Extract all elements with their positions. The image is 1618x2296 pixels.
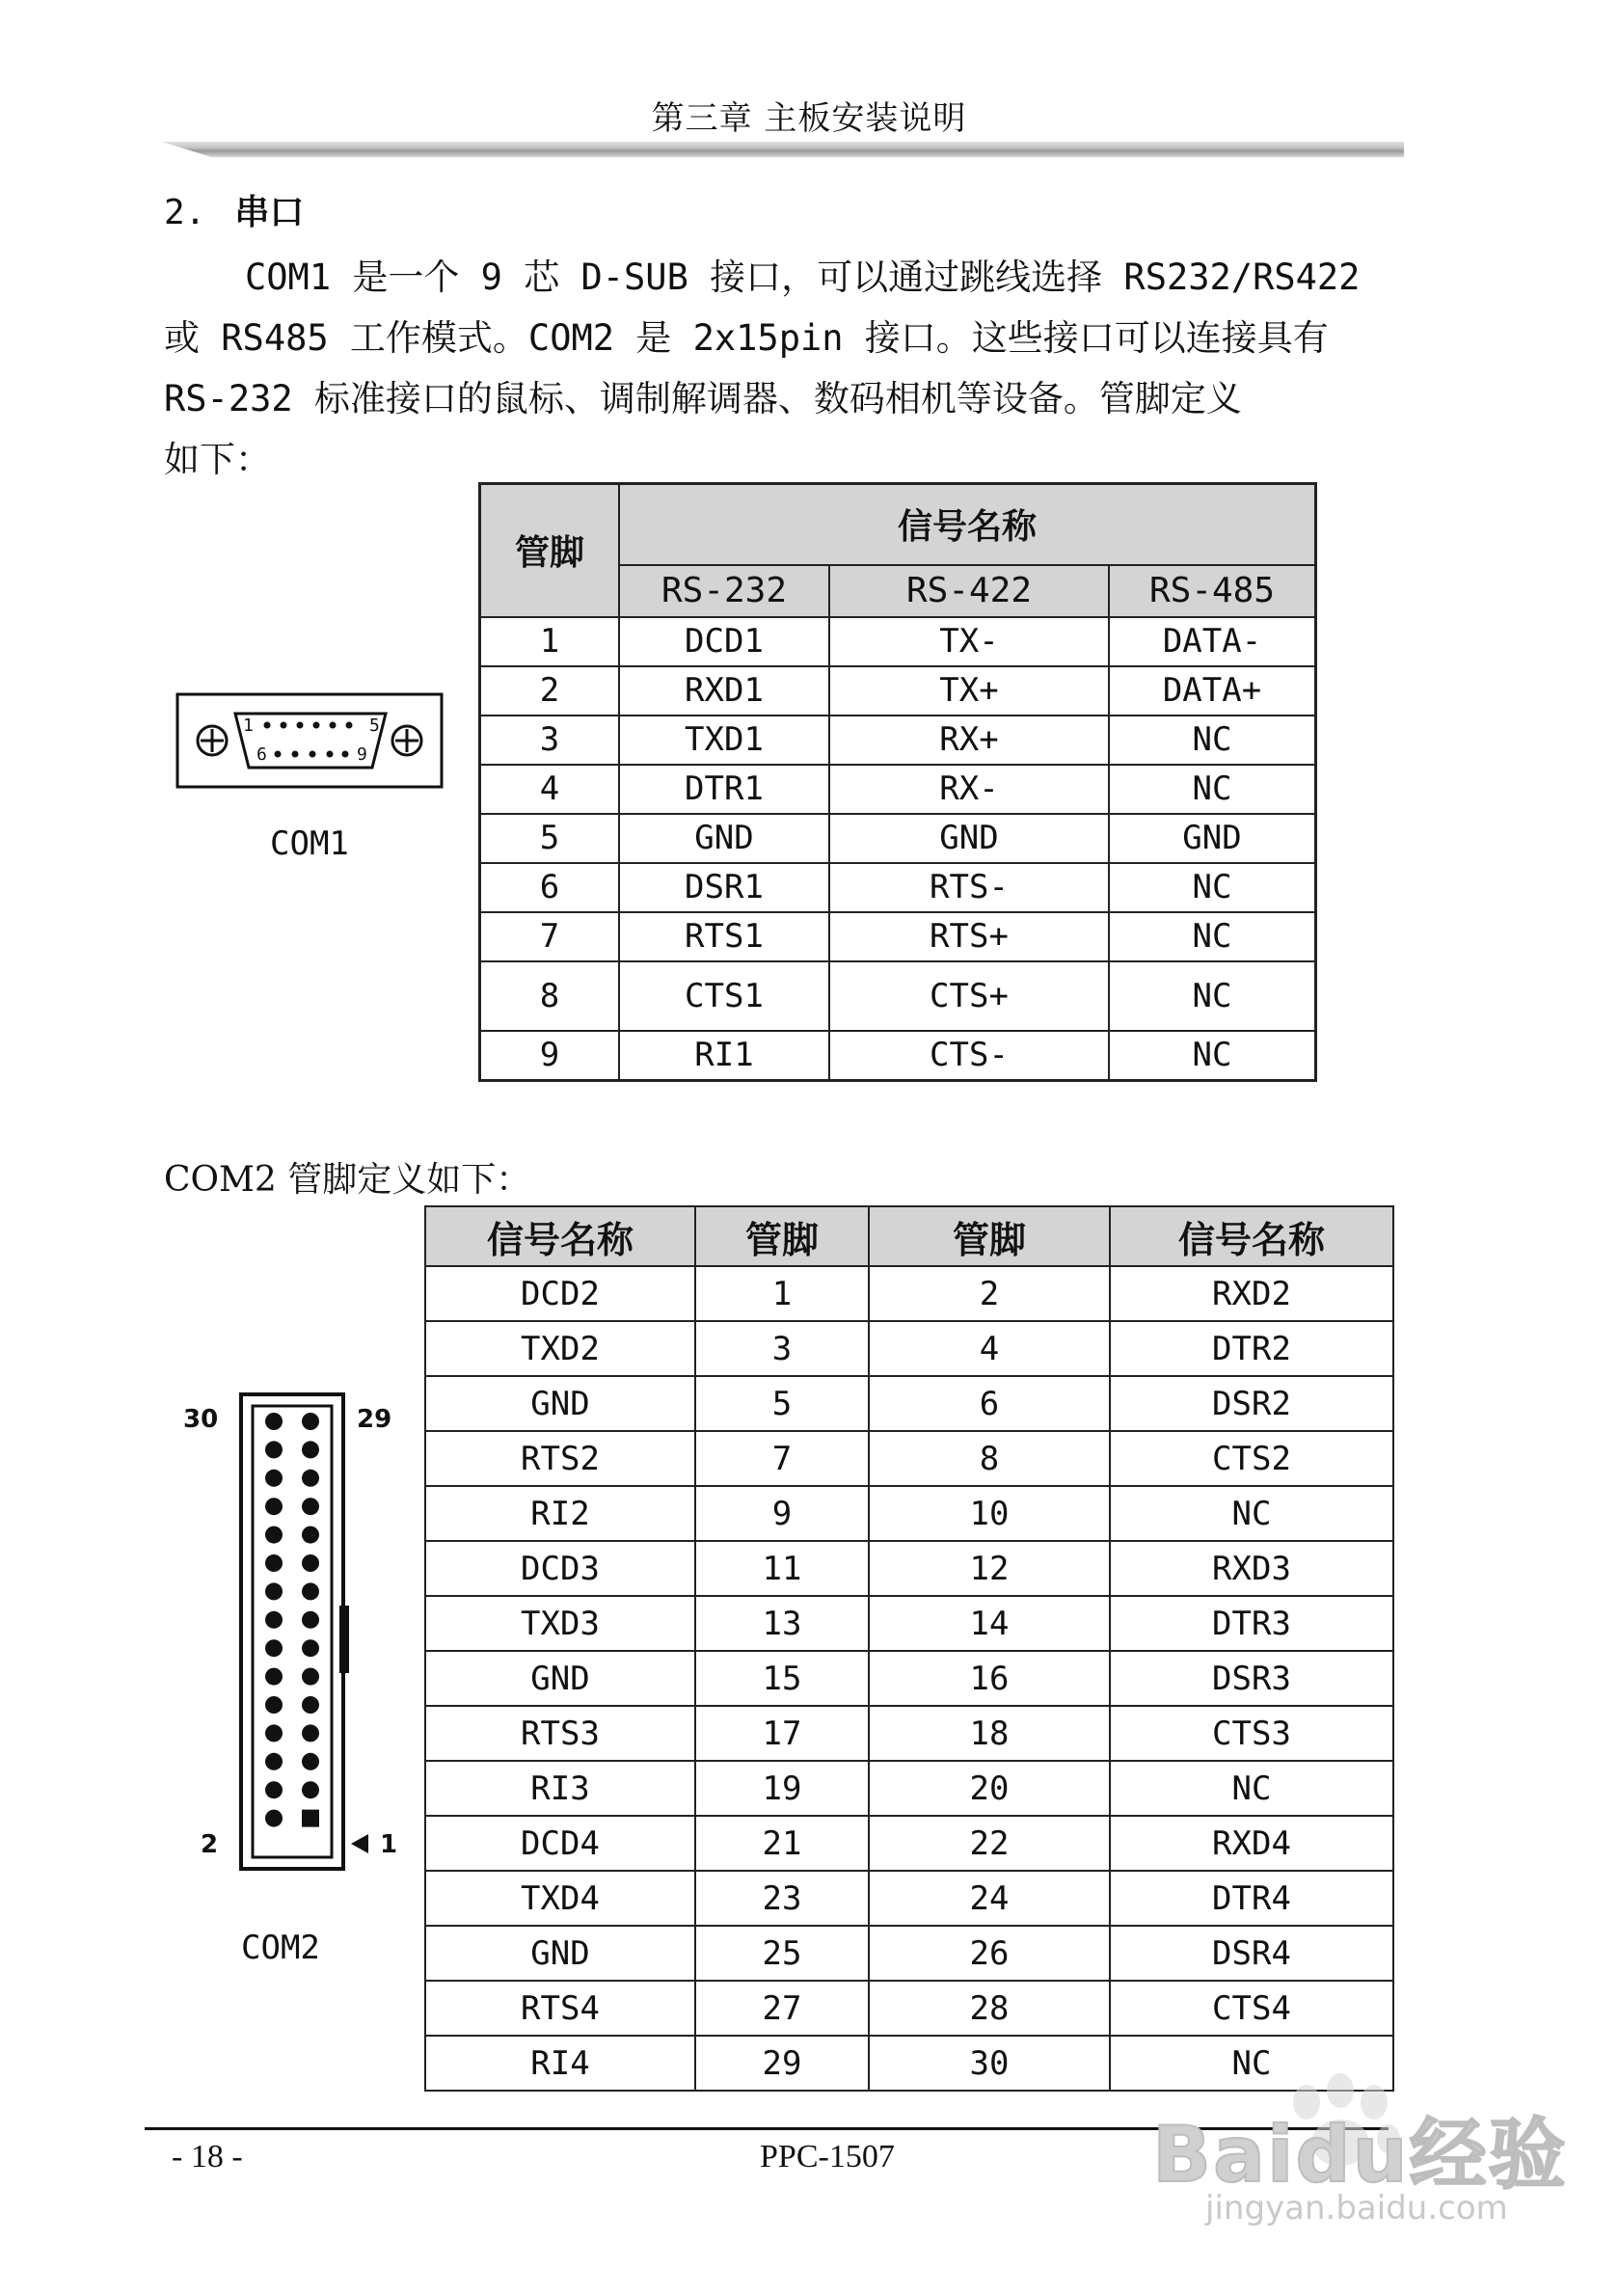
- cell: NC: [1109, 912, 1316, 961]
- signal-header: 信号名称: [1110, 1206, 1393, 1266]
- cell: 3: [480, 716, 620, 765]
- header-pin: [302, 1441, 319, 1458]
- cell: DCD2: [425, 1266, 695, 1321]
- table-row: [425, 1541, 1393, 1596]
- watermark-brand: Baidu经验: [1152, 2110, 1568, 2200]
- table-row: [480, 617, 1316, 666]
- chapter-header: 第三章 主板安装说明: [651, 99, 967, 138]
- cell: 20: [869, 1761, 1110, 1816]
- cell: RXD3: [1110, 1541, 1393, 1596]
- cell: DSR3: [1110, 1651, 1393, 1706]
- model-name: PPC-1507: [760, 2139, 895, 2174]
- table-row: [480, 814, 1316, 863]
- pin-2-label: 2: [201, 1830, 219, 1859]
- cell: RI3: [425, 1761, 695, 1816]
- cell: NC: [1109, 716, 1316, 765]
- header-pin: [302, 1554, 319, 1572]
- header-pin: [265, 1753, 283, 1770]
- cell: 10: [869, 1486, 1110, 1541]
- pin-1-label: 1: [243, 716, 254, 736]
- cell: DCD3: [425, 1541, 695, 1596]
- intro-paragraph: [164, 247, 1379, 490]
- cell: 17: [695, 1706, 869, 1761]
- cell: DATA-: [1109, 617, 1316, 666]
- rs232-header: RS-232: [619, 565, 829, 617]
- header-pin: [265, 1810, 283, 1827]
- cell: 15: [695, 1651, 869, 1706]
- pin-header: 管脚: [695, 1206, 869, 1266]
- header-pin: [302, 1810, 319, 1827]
- header-pin: [265, 1611, 283, 1629]
- header-pin: [265, 1724, 283, 1742]
- cell: GND: [1109, 814, 1316, 863]
- paragraph-line: RS-232 标准接口的鼠标、调制解调器、数码相机等设备。管脚定义: [164, 378, 1242, 419]
- header-shroud: [241, 1394, 343, 1869]
- pin1-arrow-icon: [351, 1834, 368, 1853]
- header-pin: [302, 1582, 319, 1600]
- header-pin: [302, 1696, 319, 1714]
- table-row: [425, 1761, 1393, 1816]
- table-row: [425, 1816, 1393, 1871]
- cell: DCD4: [425, 1816, 695, 1871]
- cell: 12: [869, 1541, 1110, 1596]
- header-pin: [265, 1526, 283, 1544]
- com2-pin-table: [424, 1205, 1394, 2092]
- table-row: [480, 716, 1316, 765]
- cell: NC: [1109, 765, 1316, 814]
- cell: RI4: [425, 2036, 695, 2091]
- table-row: [425, 1596, 1393, 1651]
- cell: NC: [1110, 1486, 1393, 1541]
- cell: 27: [695, 1981, 869, 2036]
- pin-1-label: 1: [380, 1830, 398, 1859]
- cell: GND: [425, 1376, 695, 1431]
- cell: RTS3: [425, 1706, 695, 1761]
- cell: TXD1: [619, 716, 829, 765]
- cell: 1: [480, 617, 620, 666]
- header-pin: [265, 1441, 283, 1458]
- watermark-url: jingyan.baidu.com: [1205, 2189, 1508, 2228]
- header-pin: [302, 1781, 319, 1798]
- com1-connector-diagram: [175, 692, 444, 789]
- table-row: [480, 1031, 1316, 1081]
- cell: CTS-: [829, 1031, 1109, 1081]
- cell: RTS2: [425, 1431, 695, 1486]
- cell: 6: [480, 863, 620, 912]
- cell: DTR2: [1110, 1321, 1393, 1376]
- cell: CTS+: [829, 961, 1109, 1031]
- cell: RXD2: [1110, 1266, 1393, 1321]
- table-row: [425, 1266, 1393, 1321]
- table-row: [480, 961, 1316, 1031]
- cell: GND: [829, 814, 1109, 863]
- cell: 26: [869, 1926, 1110, 1981]
- cell: CTS3: [1110, 1706, 1393, 1761]
- header-pin: [265, 1639, 283, 1657]
- header-pin: [302, 1668, 319, 1686]
- header-pin: [265, 1413, 283, 1430]
- pin-5-label: 5: [369, 716, 380, 736]
- table-row: [425, 1431, 1393, 1486]
- cell: 24: [869, 1871, 1110, 1926]
- cell: RI2: [425, 1486, 695, 1541]
- com1-label: COM1: [270, 824, 349, 863]
- cell: 11: [695, 1541, 869, 1596]
- cell: TX+: [829, 666, 1109, 716]
- cell: RTS-: [829, 863, 1109, 912]
- section-title: [164, 185, 304, 234]
- cell: GND: [425, 1651, 695, 1706]
- cell: 19: [695, 1761, 869, 1816]
- cell: 9: [695, 1486, 869, 1541]
- pin-header: 管脚: [869, 1206, 1110, 1266]
- paragraph-line: 或 RS485 工作模式。COM2 是 2x15pin 接口。这些接口可以连接具有: [164, 317, 1329, 359]
- table-row: [425, 1651, 1393, 1706]
- com2-label: COM2: [241, 1929, 320, 1967]
- cell: TXD2: [425, 1321, 695, 1376]
- cell: NC: [1109, 1031, 1316, 1081]
- pin-9-label: 9: [357, 744, 367, 765]
- section-number: 2.: [164, 193, 206, 232]
- cell: 8: [480, 961, 620, 1031]
- cell: RTS4: [425, 1981, 695, 2036]
- section-title-text: 串口: [234, 192, 305, 232]
- cell: DSR2: [1110, 1376, 1393, 1431]
- cell: 28: [869, 1981, 1110, 2036]
- table-row: [425, 1486, 1393, 1541]
- header-row: [425, 1206, 1393, 1266]
- cell: DTR4: [1110, 1871, 1393, 1926]
- cell: DATA+: [1109, 666, 1316, 716]
- paragraph-line: COM1 是一个 9 芯 D-SUB 接口，可以通过跳线选择 RS232/RS422: [245, 257, 1361, 298]
- paragraph-line: 如下：: [164, 439, 271, 480]
- com1-pin-table: [478, 482, 1317, 1082]
- table-row: [480, 666, 1316, 716]
- cell: RXD1: [619, 666, 829, 716]
- cell: RI1: [619, 1031, 829, 1081]
- cell: 9: [480, 1031, 620, 1081]
- header-pin: [265, 1554, 283, 1572]
- pin-header: 管脚: [480, 484, 620, 617]
- header-pin: [265, 1498, 283, 1515]
- header-pin: [265, 1781, 283, 1798]
- header-pin: [265, 1696, 283, 1714]
- header-pin: [302, 1639, 319, 1657]
- header-rule: [162, 142, 1404, 157]
- com2-intro: COM2 管脚定义如下：: [164, 1160, 531, 1200]
- page-number: - 18 -: [172, 2139, 243, 2174]
- table-row: [425, 1321, 1393, 1376]
- rs422-header: RS-422: [829, 565, 1109, 617]
- cell: NC: [1110, 1761, 1393, 1816]
- cell: RTS+: [829, 912, 1109, 961]
- pin-30-label: 30: [183, 1405, 219, 1434]
- table-row: [425, 1871, 1393, 1926]
- header-pin: [302, 1611, 319, 1629]
- key-notch: [339, 1606, 349, 1673]
- table-row: [480, 765, 1316, 814]
- cell: 7: [695, 1431, 869, 1486]
- cell: 8: [869, 1431, 1110, 1486]
- cell: 25: [695, 1926, 869, 1981]
- table-row: [425, 1376, 1393, 1431]
- header-pin: [302, 1724, 319, 1742]
- cell: DTR3: [1110, 1596, 1393, 1651]
- cell: GND: [619, 814, 829, 863]
- cell: 2: [869, 1266, 1110, 1321]
- cell: RXD4: [1110, 1816, 1393, 1871]
- cell: DCD1: [619, 617, 829, 666]
- cell: TXD3: [425, 1596, 695, 1651]
- table-row: [480, 863, 1316, 912]
- cell: 23: [695, 1871, 869, 1926]
- cell: 2: [480, 666, 620, 716]
- cell: RTS1: [619, 912, 829, 961]
- cell: NC: [1110, 2036, 1393, 2091]
- cell: NC: [1109, 863, 1316, 912]
- cell: 29: [695, 2036, 869, 2091]
- header-pin: [302, 1498, 319, 1515]
- cell: 3: [695, 1321, 869, 1376]
- cell: TXD4: [425, 1871, 695, 1926]
- cell: 18: [869, 1706, 1110, 1761]
- cell: DSR1: [619, 863, 829, 912]
- header-pin: [265, 1582, 283, 1600]
- table-row: [480, 912, 1316, 961]
- header-pin: [302, 1413, 319, 1430]
- signal-header: 信号名称: [425, 1206, 695, 1266]
- header-pin: [265, 1470, 283, 1487]
- pin-6-label: 6: [256, 744, 267, 765]
- cell: 16: [869, 1651, 1110, 1706]
- cell: CTS1: [619, 961, 829, 1031]
- table-row: [425, 1981, 1393, 2036]
- cell: RX+: [829, 716, 1109, 765]
- header-pin: [265, 1668, 283, 1686]
- cell: 21: [695, 1816, 869, 1871]
- cell: 6: [869, 1376, 1110, 1431]
- cell: NC: [1109, 961, 1316, 1031]
- cell: 13: [695, 1596, 869, 1651]
- cell: 7: [480, 912, 620, 961]
- cell: 22: [869, 1816, 1110, 1871]
- com2-header-diagram: [174, 1389, 424, 1890]
- header-pin: [302, 1526, 319, 1544]
- cell: 30: [869, 2036, 1110, 2091]
- table-row: [425, 1926, 1393, 1981]
- cell: CTS4: [1110, 1981, 1393, 2036]
- header-pin: [302, 1470, 319, 1487]
- rs485-header: RS-485: [1109, 565, 1316, 617]
- cell: DTR1: [619, 765, 829, 814]
- cell: TX-: [829, 617, 1109, 666]
- cell: RX-: [829, 765, 1109, 814]
- pin-29-label: 29: [357, 1405, 392, 1434]
- cell: 4: [480, 765, 620, 814]
- header-pin: [302, 1753, 319, 1770]
- cell: GND: [425, 1926, 695, 1981]
- table-row: [425, 1706, 1393, 1761]
- signal-header: 信号名称: [619, 484, 1316, 565]
- cell: 4: [869, 1321, 1110, 1376]
- cell: 14: [869, 1596, 1110, 1651]
- cell: 5: [480, 814, 620, 863]
- cell: 5: [695, 1376, 869, 1431]
- cell: 1: [695, 1266, 869, 1321]
- cell: CTS2: [1110, 1431, 1393, 1486]
- cell: DSR4: [1110, 1926, 1393, 1981]
